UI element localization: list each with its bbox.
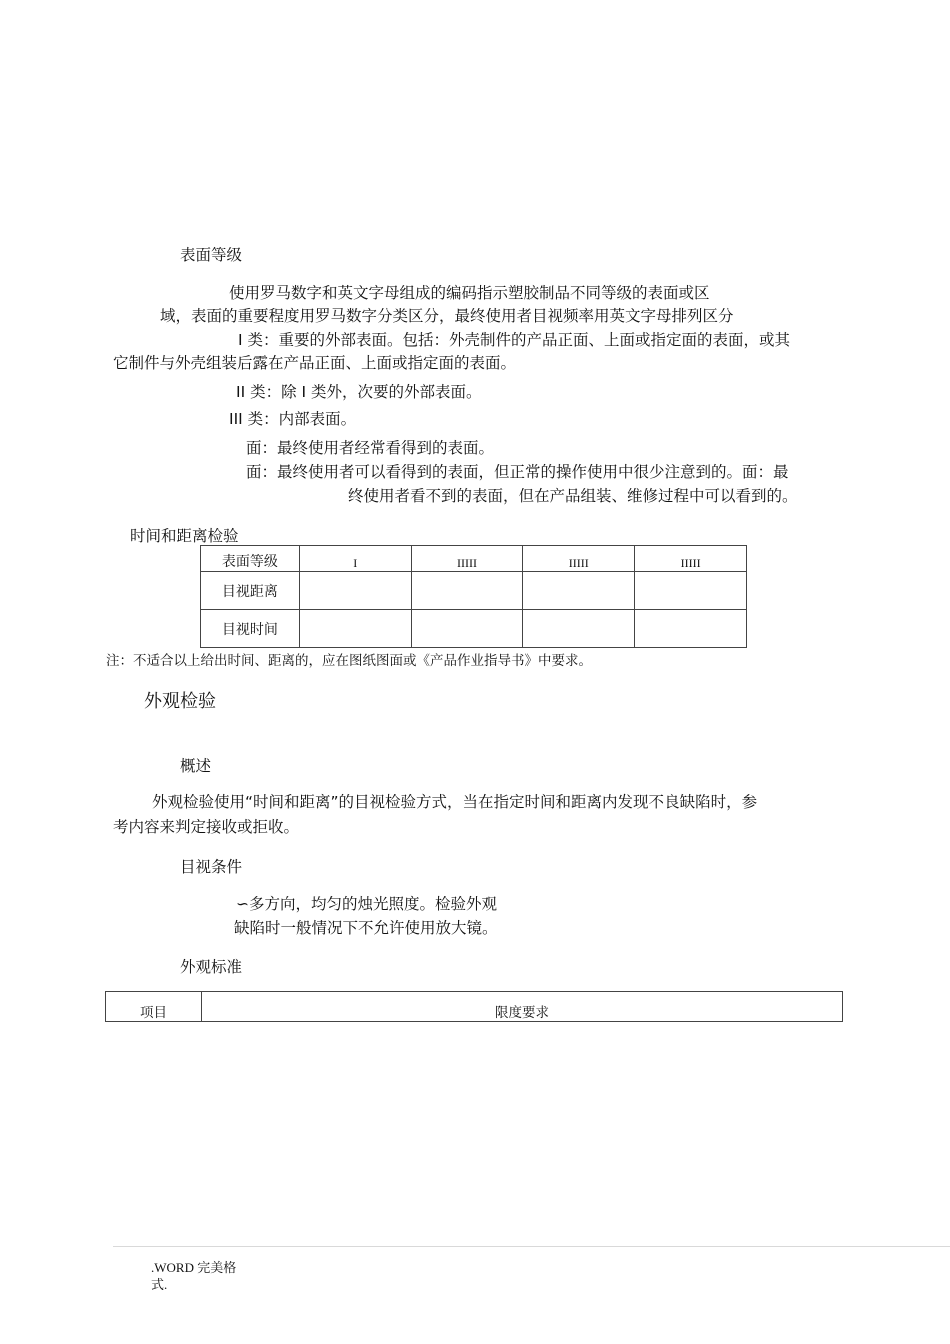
time-distance-table <box>200 545 747 648</box>
face-b-line1: 面：最终使用者可以看得到的表面，但正常的操作使用中很少注意到的。面：最 <box>246 463 789 481</box>
table-cell <box>299 610 411 648</box>
table-header-row <box>201 546 747 572</box>
table-header-cell: I <box>299 546 411 572</box>
subheading-visual-conditions: 目视条件 <box>180 858 243 876</box>
paragraph-intro-line2: 域，表面的重要程度用罗马数字分类区分，最终使用者目视频率用英文字母排列区分 <box>160 307 734 325</box>
section-heading-surface-grade: 表面等级 <box>180 246 243 264</box>
table-cell <box>411 610 523 648</box>
footer-line2: 式. <box>151 1277 168 1292</box>
table-cell <box>523 610 635 648</box>
overview-line2: 考内容来判定接收或拒收。 <box>113 818 300 836</box>
table-row <box>201 610 747 648</box>
appearance-standard-table <box>105 991 843 1022</box>
table-header-cell: IIIII <box>635 546 747 572</box>
table-row-label: 目视距离 <box>201 572 300 610</box>
table-row-label: 目视时间 <box>201 610 300 648</box>
overview-line1: 外观检验使用“时间和距离”的目视检验方式，当在指定时间和距离内发现不良缺陷时，参 <box>152 793 758 811</box>
class-3-text: III 类：内部表面。 <box>229 410 357 428</box>
table-cell <box>635 572 747 610</box>
subheading-overview: 概述 <box>180 757 212 775</box>
face-a-text: 面：最终使用者经常看得到的表面。 <box>246 439 495 457</box>
class-1-line2: 它制件与外壳组装后露在产品正面、上面或指定面的表面。 <box>113 354 517 372</box>
table-cell <box>635 610 747 648</box>
section-heading-appearance: 外观检验 <box>144 691 216 712</box>
table-header-cell: 项目 <box>106 992 202 1022</box>
visual-conditions-line2: 缺陷时一般情况下不允许使用放大镜。 <box>234 919 498 937</box>
class-1-line1: I 类：重要的外部表面。包括：外壳制件的产品正面、上面或指定面的表面，或其 <box>238 331 791 349</box>
footer-divider <box>113 1246 950 1247</box>
footer-line1: .WORD 完美格 <box>151 1260 237 1275</box>
class-2-text: II 类：除 I 类外，次要的外部表面。 <box>236 383 482 401</box>
table-header-cell: 限度要求 <box>202 992 843 1022</box>
table-note: 注：不适合以上给出时间、距离的，应在图纸图面或《产品作业指导书》中要求。 <box>106 653 592 669</box>
table-cell <box>523 572 635 610</box>
table-header-row <box>106 992 843 1022</box>
visual-conditions-line1: ∽多方向，均匀的烛光照度。检验外观 <box>236 895 497 913</box>
table-header-cell: 表面等级 <box>201 546 300 572</box>
paragraph-intro-line1: 使用罗马数字和英文字母组成的编码指示塑胶制品不同等级的表面或区 <box>229 284 710 302</box>
subheading-appearance-standard: 外观标准 <box>180 958 243 976</box>
table-header-cell: IIIII <box>523 546 635 572</box>
table-cell <box>299 572 411 610</box>
table-header-cell: IIIII <box>411 546 523 572</box>
table-row <box>201 572 747 610</box>
face-b-line2: 终使用者看不到的表面，但在产品组装、维修过程中可以看到的。 <box>348 487 798 505</box>
section-heading-time-distance: 时间和距离检验 <box>130 527 239 545</box>
table-cell <box>411 572 523 610</box>
